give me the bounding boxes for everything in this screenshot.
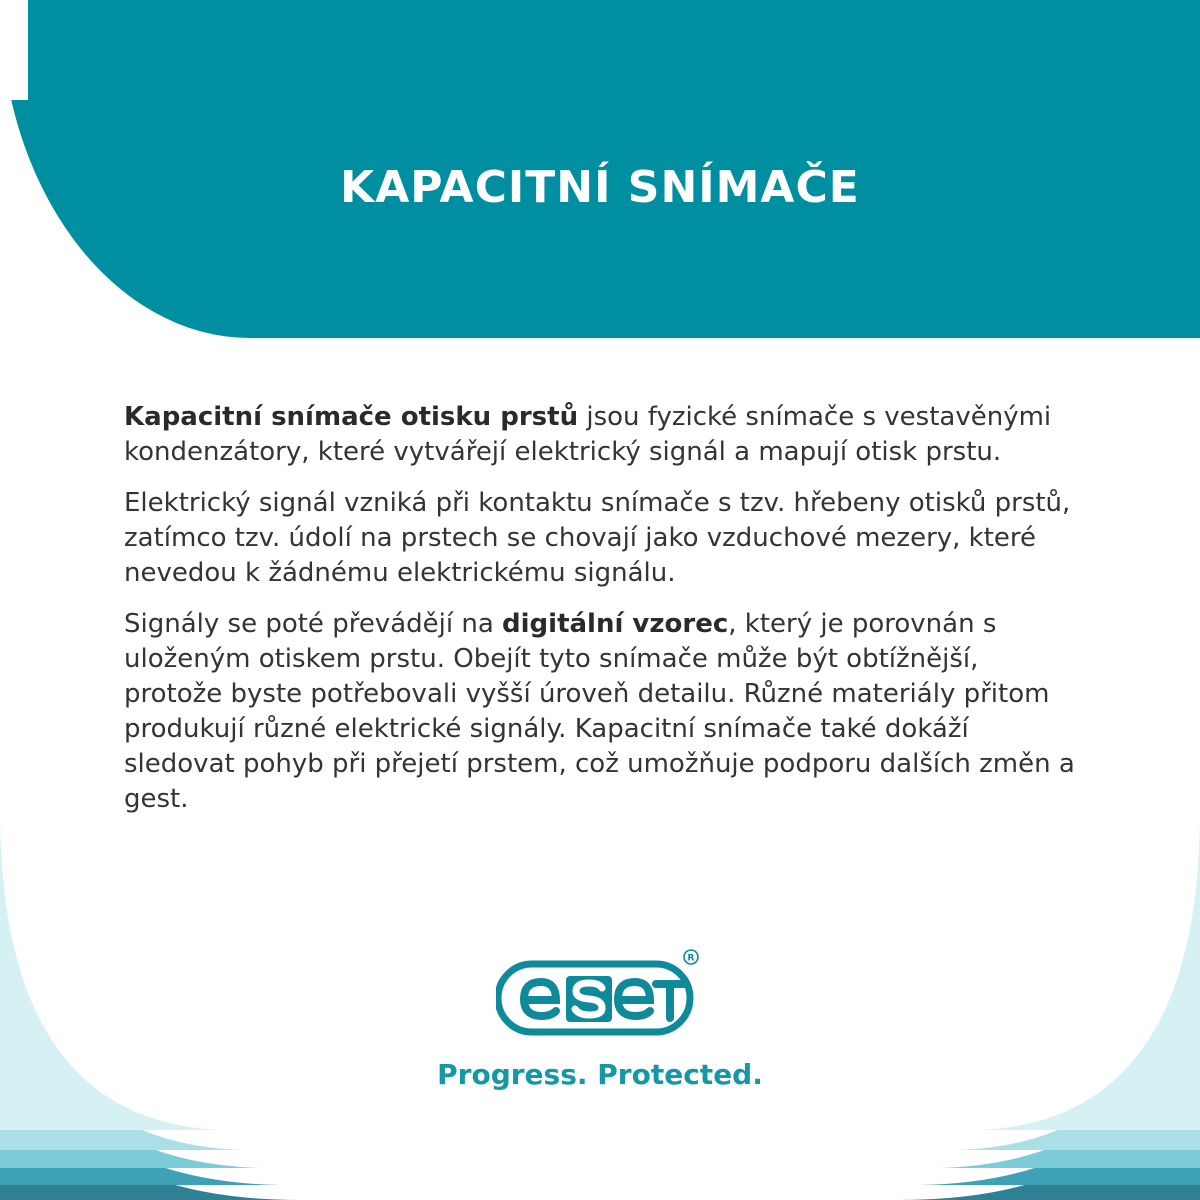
paragraph-3-bold: digitální vzorec bbox=[502, 609, 729, 639]
paragraph-3-text-after: , který je porovnán s uloženým otiskem prstu. Obejít tyto snímače může být obtížnější, protože byste potřebovali vyšší úroveň detailu. Různé materiály přitom produkují různé elektrické signály. Kapacitní snímače také dokáží sledovat pohyb při přejetí prstem, což umožňuje podporu dalších změn a gest. bbox=[124, 609, 1075, 814]
paragraph-2-text: Elektrický signál vzniká při kontaktu snímače s tzv. hřebeny otisků prstů, zatímco tzv. údolí na prstech se chovají jako vzduchové mezery, které nevedou k žádnému elektrickému signálu. bbox=[124, 488, 1071, 588]
paragraph-1 bbox=[124, 400, 1084, 470]
tagline: Progress. Protected. bbox=[437, 1058, 763, 1091]
page-title: KAPACITNÍ SNÍMAČE bbox=[340, 162, 860, 213]
eset-logo-icon bbox=[496, 948, 706, 1038]
eset-logo bbox=[496, 948, 706, 1038]
paragraph-3-text-before: Signály se poté převádějí na bbox=[124, 609, 503, 639]
paragraph-1-text: jsou fyzické snímače s vestavěnými kondenzátory, které vytvářejí elektrický signál a mapují otisk prstu. bbox=[124, 402, 1052, 467]
paragraph-3 bbox=[124, 607, 1084, 817]
svg-text:R: R bbox=[687, 953, 695, 964]
paragraph-2 bbox=[124, 486, 1084, 591]
paragraph-1-bold-lead: Kapacitní snímače otisku prstů bbox=[124, 402, 579, 432]
content-body bbox=[124, 400, 1084, 833]
